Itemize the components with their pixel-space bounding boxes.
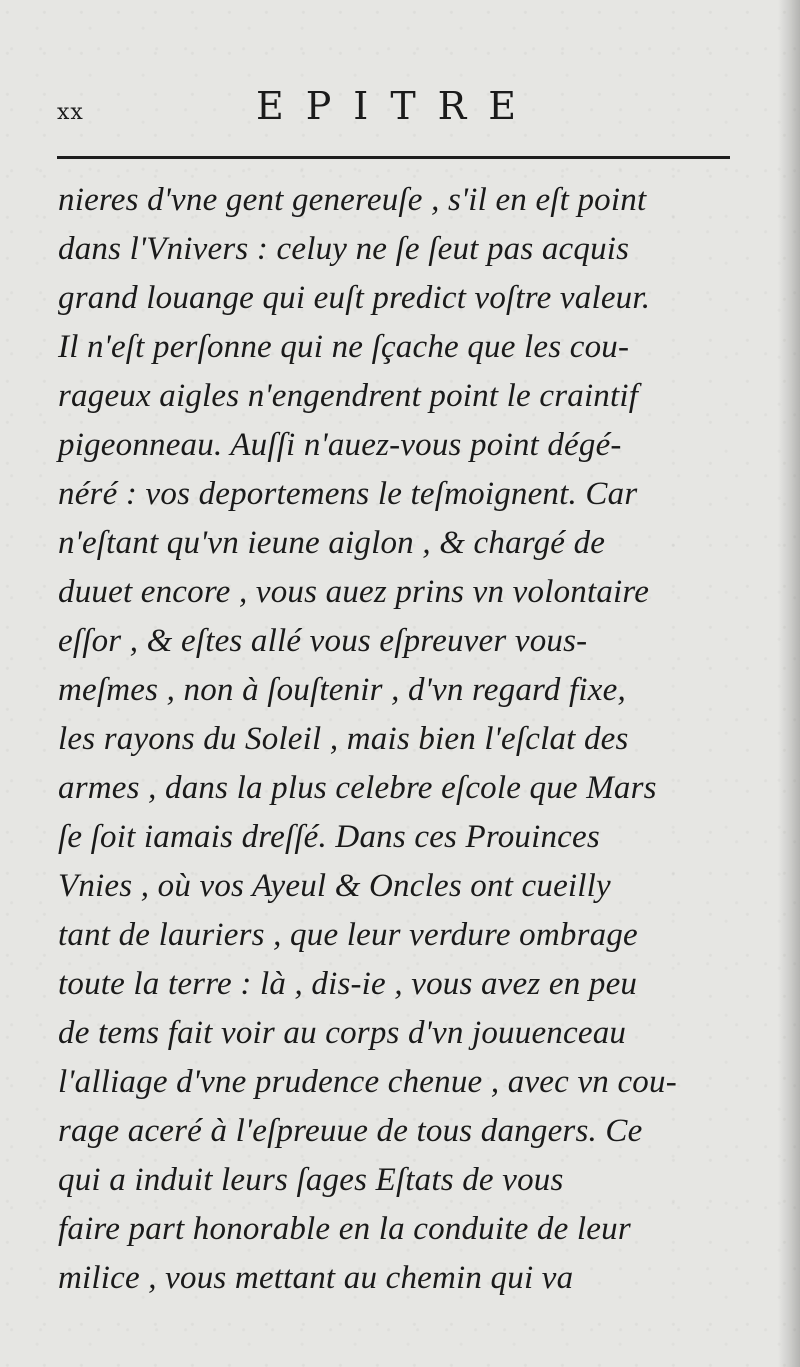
text-line: milice , vous mettant au chemin qui va [58, 1260, 574, 1296]
text-line: Vnies , où vos Ayeul & Oncles ont cueilly [58, 868, 611, 904]
text-line: eſſor , & eſtes allé vous eſpreuver vous- [58, 623, 588, 659]
text-line: rage aceré à l'eſpreuue de tous dangers. Ce [58, 1113, 643, 1149]
text-line: de tems fait voir au corps d'vn jouuenceau [58, 1015, 627, 1051]
text-line: grand louange qui euſt predict voſtre valeur. [58, 280, 651, 316]
text-line: armes , dans la plus celebre eſcole que Mars [58, 770, 657, 806]
page-number: xx [57, 100, 84, 125]
page-edge-shadow [778, 0, 800, 1367]
text-line: faire part honorable en la conduite de leur [58, 1211, 631, 1247]
text-line: tant de lauriers , que leur verdure ombrage [58, 917, 638, 953]
text-line: les rayons du Soleil , mais bien l'eſclat des [58, 721, 629, 757]
text-line: rageux aigles n'engendrent point le craintif [58, 378, 639, 414]
text-line: néré : vos deportemens le teſmoignent. Car [58, 476, 638, 512]
text-line: n'eſtant qu'vn ieune aiglon , & chargé de [58, 525, 606, 561]
text-line: Il n'eſt perſonne qui ne ſçache que les cou- [58, 329, 630, 365]
body-text [58, 176, 738, 1303]
text-line: toute la terre : là , dis-ie , vous avez en peu [58, 966, 638, 1002]
text-line: nieres d'vne gent genereuſe , s'il en eſt point [58, 182, 647, 218]
text-line: l'alliage d'vne prudence chenue , avec vn cou- [58, 1064, 677, 1100]
text-line: dans l'Vnivers : celuy ne ſe ſeut pas acquis [58, 231, 630, 267]
header-rule [57, 156, 730, 159]
text-line: qui a induit leurs ſages Eſtats de vous [58, 1162, 564, 1198]
text-line: pigeonneau. Auſſi n'auez-vous point dégé- [58, 427, 622, 463]
text-line: duuet encore , vous auez prins vn volontaire [58, 574, 650, 610]
running-title: EPITRE [256, 84, 539, 128]
text-line: ſe ſoit iamais dreſſé. Dans ces Prouinces [58, 819, 600, 855]
text-line: meſmes , non à ſouſtenir , d'vn regard fixe, [58, 672, 626, 708]
